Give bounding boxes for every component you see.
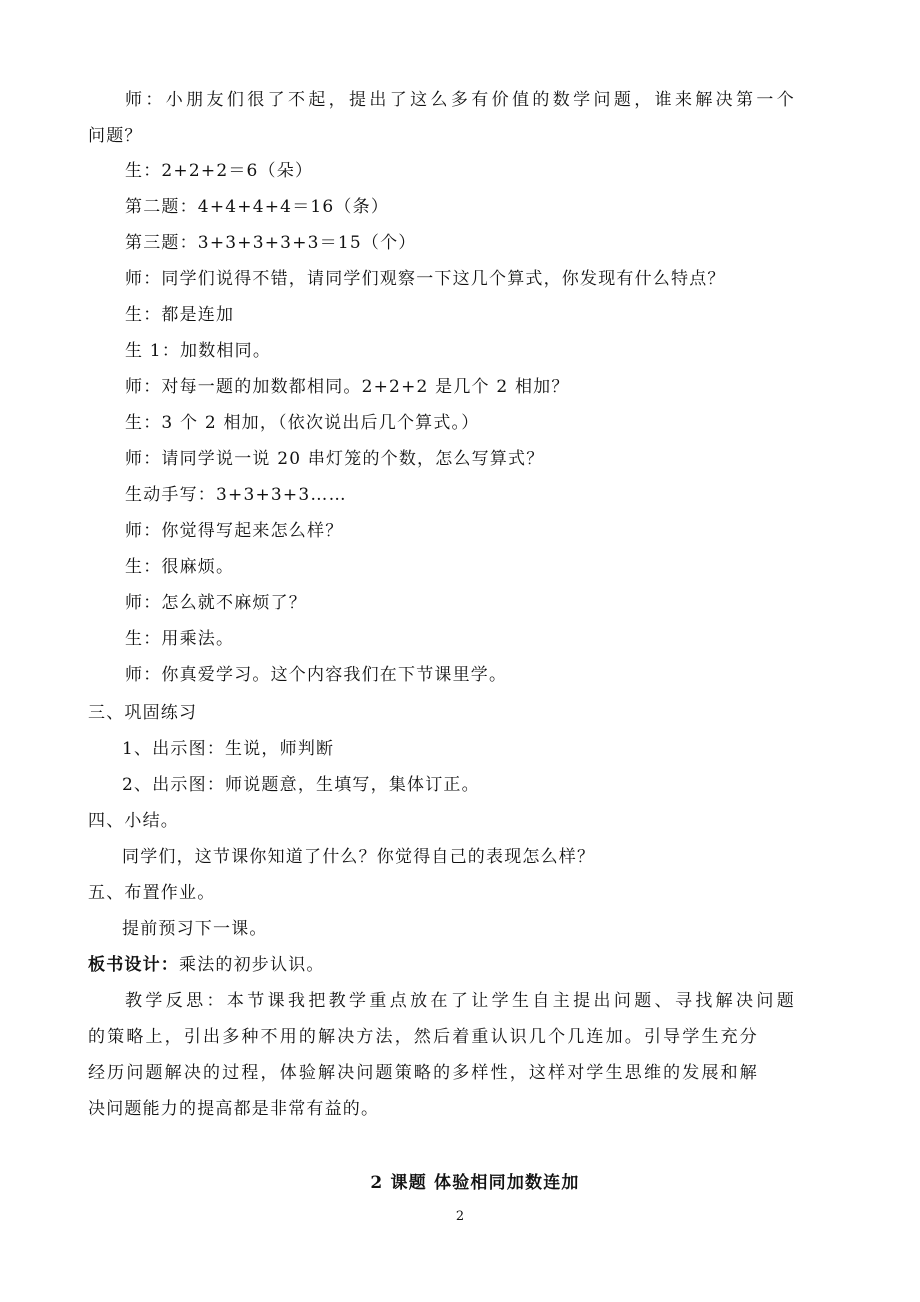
section-heading: 三、巩固练习 <box>88 703 198 723</box>
section-heading: 五、布置作业。 <box>88 883 216 903</box>
list-item: 2、出示图：师说题意，生填写，集体订正。 <box>122 775 480 795</box>
dialogue-line: 生：用乘法。 <box>125 629 235 649</box>
dialogue-line: 生动手写：3+3+3+3…… <box>125 485 347 505</box>
list-item: 1、出示图：生说，师判断 <box>122 739 335 759</box>
reflection-line: 经历问题解决的过程，体验解决问题策略的多样性，这样对学生思维的发展和解 <box>88 1063 758 1083</box>
dialogue-line: 问题？ <box>88 126 143 146</box>
paragraph-line: 提前预习下一课。 <box>122 919 268 939</box>
dialogue-line: 生：都是连加 <box>125 305 235 325</box>
dialogue-line: 师：你真爱学习。这个内容我们在下节课里学。 <box>125 665 508 685</box>
section-heading: 四、小结。 <box>88 811 179 831</box>
paragraph-line: 同学们，这节课你知道了什么？你觉得自己的表现怎么样？ <box>122 847 596 867</box>
board-design-label: 板书设计： <box>88 955 179 975</box>
dialogue-line: 师：小朋友们很了不起，提出了这么多有价值的数学问题，谁来解决第一个 <box>125 90 795 110</box>
reflection-line: 教学反思：本节课我把教学重点放在了让学生自主提出问题、寻找解决问题 <box>125 991 795 1011</box>
dialogue-line: 生：很麻烦。 <box>125 557 235 577</box>
dialogue-line: 生：2+2+2＝6（朵） <box>125 161 314 181</box>
dialogue-line: 第二题：4+4+4+4＝16（条） <box>125 197 390 217</box>
next-lesson-title: 2 课题 体验相同加数连加 <box>370 1173 580 1193</box>
dialogue-line: 师：怎么就不麻烦了？ <box>125 593 307 613</box>
dialogue-line: 师：对每一题的加数都相同。2+2+2 是几个 2 相加？ <box>125 377 570 397</box>
dialogue-line: 师：你觉得写起来怎么样？ <box>125 521 344 541</box>
board-design-text: 乘法的初步认识。 <box>179 955 325 975</box>
dialogue-line: 生：3 个 2 相加，（依次说出后几个算式。） <box>125 413 480 433</box>
dialogue-line: 师：请同学说一说 20 串灯笼的个数，怎么写算式？ <box>125 449 545 469</box>
dialogue-line: 师：同学们说得不错，请同学们观察一下这几个算式，你发现有什么特点？ <box>125 269 726 289</box>
board-design <box>88 954 758 976</box>
dialogue-line: 生 1：加数相同。 <box>125 341 272 361</box>
reflection-line: 决问题能力的提高都是非常有益的。 <box>88 1099 380 1119</box>
page-number: 2 <box>455 1209 465 1224</box>
reflection-line: 的策略上，引出多种不用的解决方法，然后着重认识几个几连加。引导学生充分 <box>88 1027 758 1047</box>
dialogue-line: 第三题：3+3+3+3+3＝15（个） <box>125 233 417 253</box>
